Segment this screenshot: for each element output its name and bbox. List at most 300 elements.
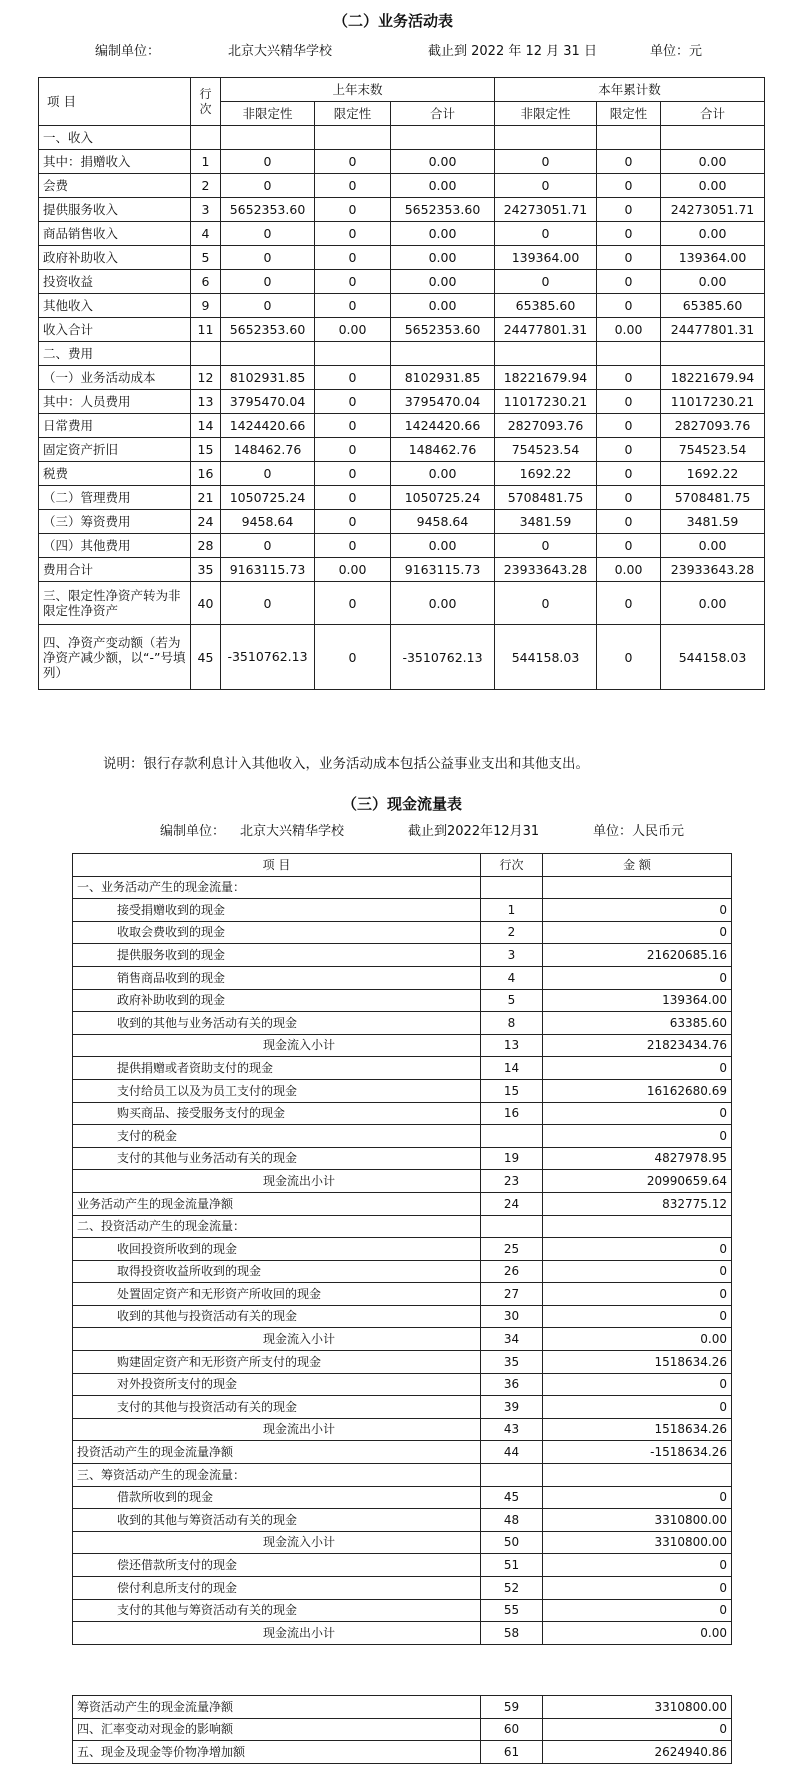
table-row: [73, 1464, 732, 1487]
row-line-no: 11: [191, 318, 221, 342]
prev-total: [391, 342, 495, 366]
curr-restricted: 0: [597, 582, 661, 625]
row-item: 固定资产折旧: [39, 438, 191, 462]
prev-unrestricted: 1050725.24: [221, 486, 315, 510]
curr-unrestricted: 754523.54: [495, 438, 597, 462]
cf-row-line-no: 43: [481, 1418, 543, 1441]
row-line-no: 5: [191, 246, 221, 270]
cf-row-amount: 0: [543, 1599, 732, 1622]
prev-unrestricted: 8102931.85: [221, 366, 315, 390]
prev-total: -3510762.13: [391, 625, 495, 690]
curr-total: 24477801.31: [661, 318, 765, 342]
curr-unrestricted: 3481.59: [495, 510, 597, 534]
cf-header-line: 行次: [481, 854, 543, 877]
prev-total: 5652353.60: [391, 318, 495, 342]
prev-total: 0.00: [391, 294, 495, 318]
curr-total: 0.00: [661, 582, 765, 625]
prev-unrestricted: 0: [221, 462, 315, 486]
activity-title: （二）业务活动表: [333, 12, 454, 30]
row-item: 税费: [39, 462, 191, 486]
row-line-no: 15: [191, 438, 221, 462]
header-item: 项 目: [39, 78, 191, 126]
prev-total: 0.00: [391, 246, 495, 270]
prev-unrestricted: 3795470.04: [221, 390, 315, 414]
prev-unrestricted: 0: [221, 270, 315, 294]
cf-row-line-no: 13: [481, 1034, 543, 1057]
row-line-no: 2: [191, 174, 221, 198]
cashflow-footer-table: [72, 1695, 732, 1764]
prev-restricted: 0: [315, 222, 391, 246]
row-line-no: 12: [191, 366, 221, 390]
curr-restricted: 0: [597, 174, 661, 198]
table-row: [39, 558, 765, 582]
cf-row-amount: 0: [543, 1283, 732, 1306]
table-row: [39, 126, 765, 150]
cf-footer-line-no: 59: [481, 1696, 543, 1719]
cf-row-amount: 20990659.64: [543, 1170, 732, 1193]
cf-row-amount: 63385.60: [543, 1012, 732, 1035]
cf-row-amount: 0: [543, 1373, 732, 1396]
row-item: 提供服务收入: [39, 198, 191, 222]
cf-row-item: 业务活动产生的现金流量净额: [73, 1192, 481, 1215]
cf-row-item: 处置固定资产和无形资产所收回的现金: [73, 1283, 481, 1306]
curr-restricted: 0.00: [597, 318, 661, 342]
prev-unrestricted: 9458.64: [221, 510, 315, 534]
row-item: （三）筹资费用: [39, 510, 191, 534]
curr-restricted: 0: [597, 270, 661, 294]
row-item: 政府补助收入: [39, 246, 191, 270]
header-prev: 上年末数: [221, 78, 495, 102]
cf-row-line-no: 48: [481, 1509, 543, 1532]
curr-restricted: 0: [597, 366, 661, 390]
table-row: [73, 1079, 732, 1102]
row-line-no: [191, 342, 221, 366]
prev-total: 1424420.66: [391, 414, 495, 438]
table-row: [39, 414, 765, 438]
cf-footer-amount: 3310800.00: [543, 1696, 732, 1719]
row-item: （二）管理费用: [39, 486, 191, 510]
row-line-no: 1: [191, 150, 221, 174]
prev-restricted: 0: [315, 486, 391, 510]
cf-row-line-no: [481, 1125, 543, 1148]
table-row: [73, 1215, 732, 1238]
prev-total: 0.00: [391, 174, 495, 198]
cashflow-org-label: 编制单位：: [160, 824, 226, 839]
row-item: 日常费用: [39, 414, 191, 438]
curr-restricted: 0: [597, 222, 661, 246]
cf-row-amount: 21620685.16: [543, 944, 732, 967]
row-line-no: 28: [191, 534, 221, 558]
cf-row-item: 收取会费收到的现金: [73, 921, 481, 944]
row-item: 三、限定性净资产转为非限定性净资产: [39, 582, 191, 625]
cf-row-line-no: 5: [481, 989, 543, 1012]
prev-unrestricted: [221, 126, 315, 150]
cf-row-line-no: 50: [481, 1531, 543, 1554]
table-row: [73, 1441, 732, 1464]
cf-row-amount: 21823434.76: [543, 1034, 732, 1057]
curr-total: 5708481.75: [661, 486, 765, 510]
prev-restricted: [315, 342, 391, 366]
table-row: [39, 198, 765, 222]
curr-total: 0.00: [661, 222, 765, 246]
table-row: [39, 246, 765, 270]
curr-unrestricted: 0: [495, 534, 597, 558]
curr-total: 24273051.71: [661, 198, 765, 222]
table-row: [39, 625, 765, 690]
cf-footer-line-no: 61: [481, 1741, 543, 1764]
cf-row-amount: 0: [543, 966, 732, 989]
row-item: 收入合计: [39, 318, 191, 342]
header-line: 行次: [191, 78, 221, 126]
prev-unrestricted: 1424420.66: [221, 414, 315, 438]
row-item: （一）业务活动成本: [39, 366, 191, 390]
header-curr-unrestricted: 非限定性: [495, 102, 597, 126]
cf-row-line-no: 1: [481, 899, 543, 922]
prev-total: 8102931.85: [391, 366, 495, 390]
cf-row-item: 三、筹资活动产生的现金流量：: [73, 1464, 481, 1487]
row-line-no: 13: [191, 390, 221, 414]
table-row: [39, 366, 765, 390]
curr-total: 544158.03: [661, 625, 765, 690]
cf-row-line-no: 23: [481, 1170, 543, 1193]
cashflow-unit: 单位：人民币元: [593, 824, 685, 839]
cf-row-item: 二、投资活动产生的现金流量：: [73, 1215, 481, 1238]
table-row: [39, 174, 765, 198]
cf-row-amount: [543, 876, 732, 899]
prev-restricted: 0: [315, 582, 391, 625]
table-row: [73, 1283, 732, 1306]
table-row: [39, 438, 765, 462]
cf-footer-item: 五、现金及现金等价物净增加额: [73, 1741, 481, 1764]
cf-row-line-no: 44: [481, 1441, 543, 1464]
table-row: [73, 1170, 732, 1193]
cf-row-item: 现金流出小计: [73, 1170, 481, 1193]
cf-row-item: 收到的其他与筹资活动有关的现金: [73, 1509, 481, 1532]
cf-row-amount: -1518634.26: [543, 1441, 732, 1464]
table-row: [73, 966, 732, 989]
prev-unrestricted: 0: [221, 294, 315, 318]
prev-restricted: 0: [315, 414, 391, 438]
cf-row-item: 支付给员工以及为员工支付的现金: [73, 1079, 481, 1102]
prev-restricted: 0: [315, 438, 391, 462]
cf-row-line-no: 24: [481, 1192, 543, 1215]
table-row: [73, 1696, 732, 1719]
header-curr-restricted: 限定性: [597, 102, 661, 126]
prev-restricted: 0: [315, 150, 391, 174]
curr-total: 1692.22: [661, 462, 765, 486]
header-prev-unrestricted: 非限定性: [221, 102, 315, 126]
table-row: [39, 390, 765, 414]
curr-total: 0.00: [661, 150, 765, 174]
curr-unrestricted: 0: [495, 222, 597, 246]
prev-total: 9163115.73: [391, 558, 495, 582]
table-row: [73, 1012, 732, 1035]
curr-unrestricted: 0: [495, 174, 597, 198]
table-row: [73, 876, 732, 899]
row-line-no: 9: [191, 294, 221, 318]
row-line-no: 35: [191, 558, 221, 582]
curr-total: 18221679.94: [661, 366, 765, 390]
table-row: [73, 1486, 732, 1509]
row-line-no: 6: [191, 270, 221, 294]
prev-unrestricted: 0: [221, 582, 315, 625]
prev-total: 5652353.60: [391, 198, 495, 222]
table-row: [73, 1622, 732, 1645]
curr-unrestricted: 2827093.76: [495, 414, 597, 438]
cf-row-line-no: [481, 876, 543, 899]
cf-row-line-no: 35: [481, 1351, 543, 1374]
cf-row-item: 取得投资收益所收到的现金: [73, 1260, 481, 1283]
cf-footer-item: 四、汇率变动对现金的影响额: [73, 1718, 481, 1741]
cf-row-amount: 139364.00: [543, 989, 732, 1012]
header-prev-restricted: 限定性: [315, 102, 391, 126]
curr-unrestricted: 11017230.21: [495, 390, 597, 414]
curr-restricted: 0: [597, 414, 661, 438]
curr-restricted: 0: [597, 462, 661, 486]
table-row: [73, 921, 732, 944]
curr-restricted: 0: [597, 150, 661, 174]
curr-total: 139364.00: [661, 246, 765, 270]
cf-row-amount: 0: [543, 899, 732, 922]
cf-row-item: 一、业务活动产生的现金流量：: [73, 876, 481, 899]
cashflow-org: 北京大兴精华学校: [240, 824, 345, 839]
prev-restricted: 0.00: [315, 318, 391, 342]
curr-restricted: 0: [597, 246, 661, 270]
cf-row-item: 偿付利息所支付的现金: [73, 1577, 481, 1600]
cf-row-item: 偿还借款所支付的现金: [73, 1554, 481, 1577]
cf-row-item: 现金流入小计: [73, 1034, 481, 1057]
cf-row-line-no: 36: [481, 1373, 543, 1396]
cf-row-amount: 0: [543, 1486, 732, 1509]
cf-row-amount: 832775.12: [543, 1192, 732, 1215]
cf-footer-item: 筹资活动产生的现金流量净额: [73, 1696, 481, 1719]
curr-total: 3481.59: [661, 510, 765, 534]
table-row: [73, 1599, 732, 1622]
cf-row-item: 支付的其他与投资活动有关的现金: [73, 1396, 481, 1419]
table-row: [73, 1125, 732, 1148]
header-curr-total: 合计: [661, 102, 765, 126]
curr-unrestricted: [495, 126, 597, 150]
table-row: [39, 294, 765, 318]
prev-total: 0.00: [391, 270, 495, 294]
cf-row-line-no: 51: [481, 1554, 543, 1577]
curr-unrestricted: 24273051.71: [495, 198, 597, 222]
prev-restricted: 0: [315, 510, 391, 534]
header-prev-total: 合计: [391, 102, 495, 126]
table-row: [39, 486, 765, 510]
cf-row-item: 收到的其他与投资活动有关的现金: [73, 1305, 481, 1328]
cf-row-line-no: 14: [481, 1057, 543, 1080]
curr-restricted: 0: [597, 438, 661, 462]
cf-row-amount: 0: [543, 1554, 732, 1577]
cf-footer-amount: 0: [543, 1718, 732, 1741]
prev-restricted: 0: [315, 174, 391, 198]
curr-total: 23933643.28: [661, 558, 765, 582]
cf-row-amount: 0: [543, 1577, 732, 1600]
prev-unrestricted: [221, 342, 315, 366]
table-row: [73, 1396, 732, 1419]
table-row: [73, 1057, 732, 1080]
row-item: （四）其他费用: [39, 534, 191, 558]
cf-row-line-no: 30: [481, 1305, 543, 1328]
table-row: [73, 1034, 732, 1057]
table-row: [73, 1554, 732, 1577]
curr-unrestricted: 1692.22: [495, 462, 597, 486]
cf-row-item: 投资活动产生的现金流量净额: [73, 1441, 481, 1464]
cf-row-line-no: 55: [481, 1599, 543, 1622]
cf-row-line-no: 26: [481, 1260, 543, 1283]
cf-row-item: 支付的税金: [73, 1125, 481, 1148]
activity-date: 截止到 2022 年 12 月 31 日: [428, 44, 597, 59]
prev-restricted: 0: [315, 625, 391, 690]
curr-total: 0.00: [661, 174, 765, 198]
curr-unrestricted: 139364.00: [495, 246, 597, 270]
prev-total: 0.00: [391, 222, 495, 246]
prev-restricted: 0.00: [315, 558, 391, 582]
table-row: [73, 1260, 732, 1283]
row-line-no: 14: [191, 414, 221, 438]
row-item: 投资收益: [39, 270, 191, 294]
cashflow-table: [72, 853, 732, 1645]
prev-total: 1050725.24: [391, 486, 495, 510]
cf-row-item: 现金流入小计: [73, 1531, 481, 1554]
curr-restricted: [597, 342, 661, 366]
table-row: [73, 1102, 732, 1125]
curr-total: 0.00: [661, 534, 765, 558]
prev-total: 9458.64: [391, 510, 495, 534]
cf-footer-amount: 2624940.86: [543, 1741, 732, 1764]
cf-row-line-no: 45: [481, 1486, 543, 1509]
row-line-no: 3: [191, 198, 221, 222]
table-row: [73, 1305, 732, 1328]
cf-row-line-no: 2: [481, 921, 543, 944]
cf-row-line-no: 19: [481, 1147, 543, 1170]
curr-restricted: 0: [597, 198, 661, 222]
prev-unrestricted: 148462.76: [221, 438, 315, 462]
prev-total: 0.00: [391, 534, 495, 558]
cf-row-amount: [543, 1464, 732, 1487]
cf-row-amount: 0: [543, 921, 732, 944]
row-item: 其中：人员费用: [39, 390, 191, 414]
curr-restricted: 0: [597, 510, 661, 534]
curr-restricted: 0: [597, 486, 661, 510]
cf-row-amount: 0: [543, 1125, 732, 1148]
curr-total: [661, 342, 765, 366]
table-row: [73, 1509, 732, 1532]
curr-total: 2827093.76: [661, 414, 765, 438]
cf-row-amount: 0: [543, 1396, 732, 1419]
prev-restricted: 0: [315, 366, 391, 390]
cf-row-amount: 4827978.95: [543, 1147, 732, 1170]
cf-row-amount: 0: [543, 1102, 732, 1125]
prev-unrestricted: 0: [221, 174, 315, 198]
prev-unrestricted: 0: [221, 150, 315, 174]
prev-total: 0.00: [391, 462, 495, 486]
curr-total: 0.00: [661, 270, 765, 294]
table-row: [39, 462, 765, 486]
cf-row-item: 接受捐赠收到的现金: [73, 899, 481, 922]
prev-restricted: 0: [315, 246, 391, 270]
cashflow-title: （三）现金流量表: [342, 795, 463, 813]
cf-row-amount: 0: [543, 1057, 732, 1080]
curr-total: 11017230.21: [661, 390, 765, 414]
cf-row-amount: 3310800.00: [543, 1531, 732, 1554]
curr-restricted: 0: [597, 534, 661, 558]
row-line-no: 16: [191, 462, 221, 486]
prev-unrestricted: -3510762.13: [221, 625, 315, 690]
curr-restricted: 0: [597, 390, 661, 414]
table-row: [73, 1147, 732, 1170]
activity-note: 说明：银行存款利息计入其他收入，业务活动成本包括公益事业支出和其他支出。: [103, 756, 589, 772]
prev-unrestricted: 0: [221, 246, 315, 270]
table-row: [73, 1741, 732, 1764]
curr-unrestricted: 23933643.28: [495, 558, 597, 582]
activity-org: 北京大兴精华学校: [228, 44, 333, 59]
prev-unrestricted: 0: [221, 222, 315, 246]
cf-row-line-no: [481, 1464, 543, 1487]
row-line-no: [191, 126, 221, 150]
cf-row-item: 借款所收到的现金: [73, 1486, 481, 1509]
cf-row-item: 销售商品收到的现金: [73, 966, 481, 989]
cf-row-amount: 0: [543, 1238, 732, 1261]
table-row: [73, 1373, 732, 1396]
curr-unrestricted: 18221679.94: [495, 366, 597, 390]
cashflow-date: 截止到2022年12月31: [408, 824, 540, 839]
activity-org-label: 编制单位：: [95, 44, 161, 59]
prev-restricted: 0: [315, 198, 391, 222]
prev-restricted: 0: [315, 390, 391, 414]
cf-row-item: 支付的其他与业务活动有关的现金: [73, 1147, 481, 1170]
table-row: [73, 1418, 732, 1441]
row-item: 四、净资产变动额（若为净资产减少额，以“-”号填列）: [39, 625, 191, 690]
row-item: 二、费用: [39, 342, 191, 366]
curr-restricted: 0: [597, 625, 661, 690]
prev-restricted: [315, 126, 391, 150]
curr-unrestricted: 544158.03: [495, 625, 597, 690]
curr-unrestricted: 5708481.75: [495, 486, 597, 510]
cf-row-line-no: 27: [481, 1283, 543, 1306]
cf-row-item: 对外投资所支付的现金: [73, 1373, 481, 1396]
table-row: [39, 150, 765, 174]
cf-row-line-no: 25: [481, 1238, 543, 1261]
row-item: 费用合计: [39, 558, 191, 582]
row-line-no: 24: [191, 510, 221, 534]
cf-row-item: 政府补助收到的现金: [73, 989, 481, 1012]
table-row: [73, 989, 732, 1012]
prev-total: 0.00: [391, 582, 495, 625]
table-row: [73, 1718, 732, 1741]
row-item: 商品销售收入: [39, 222, 191, 246]
prev-unrestricted: 0: [221, 534, 315, 558]
curr-restricted: [597, 126, 661, 150]
cf-row-amount: 16162680.69: [543, 1079, 732, 1102]
table-row: [39, 318, 765, 342]
curr-total: 65385.60: [661, 294, 765, 318]
activity-unit: 单位：元: [650, 44, 703, 59]
cf-row-amount: 1518634.26: [543, 1351, 732, 1374]
activity-table: [38, 77, 765, 690]
cf-row-line-no: 4: [481, 966, 543, 989]
prev-restricted: 0: [315, 462, 391, 486]
curr-unrestricted: 65385.60: [495, 294, 597, 318]
cf-row-line-no: 34: [481, 1328, 543, 1351]
curr-unrestricted: 0: [495, 270, 597, 294]
row-line-no: 40: [191, 582, 221, 625]
cf-row-amount: 3310800.00: [543, 1509, 732, 1532]
cf-row-line-no: 39: [481, 1396, 543, 1419]
cf-row-item: 现金流出小计: [73, 1622, 481, 1645]
table-row: [73, 944, 732, 967]
